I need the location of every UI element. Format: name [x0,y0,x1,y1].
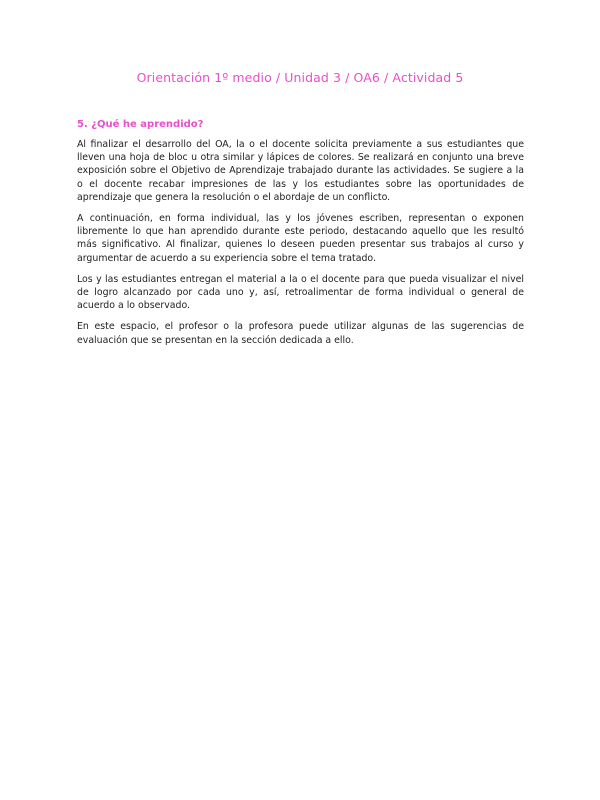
document-body [77,118,524,355]
paragraph-1: Al finalizar el desarrollo del OA, la o el docente solicita previamente a sus estudiantes que lleven una hoja de bloc u otra similar y lápices de colores. Se realizará en conjunto una breve exposición sobre el Objetivo de Aprendizaje trabajado durante las actividades. Se sugiere a la o el docente recabar impresiones de las y los estudiantes sobre las oportunidades de aprendizaje que genera la resolución o el abordaje de un conflicto. [77,139,524,203]
paragraph-4: En este espacio, el profesor o la profesora puede utilizar algunas de las sugerencias de evaluación que se presentan en la sección dedicada a ello. [77,321,524,346]
page-title: Orientación 1º medio / Unidad 3 / OA6 / Actividad 5 [136,70,464,85]
paragraph-2: A continuación, en forma individual, las y los jóvenes escriben, representan o exponen libremente lo que han aprendido durante este periodo, destacando aquello que les resultó más significativo. Al finalizar, quienes lo deseen pueden presentar sus trabajos al curso y argumentar de acuerdo a su experiencia sobre el tema tratado. [77,213,524,264]
section-heading: 5. ¿Qué he aprendido? [77,119,204,130]
paragraph-3: Los y las estudiantes entregan el material a la o el docente para que pueda visualizar el nivel de logro alcanzado por cada uno y, así, retroalimentar de forma individual o general de acuerdo a lo observado. [77,273,524,312]
